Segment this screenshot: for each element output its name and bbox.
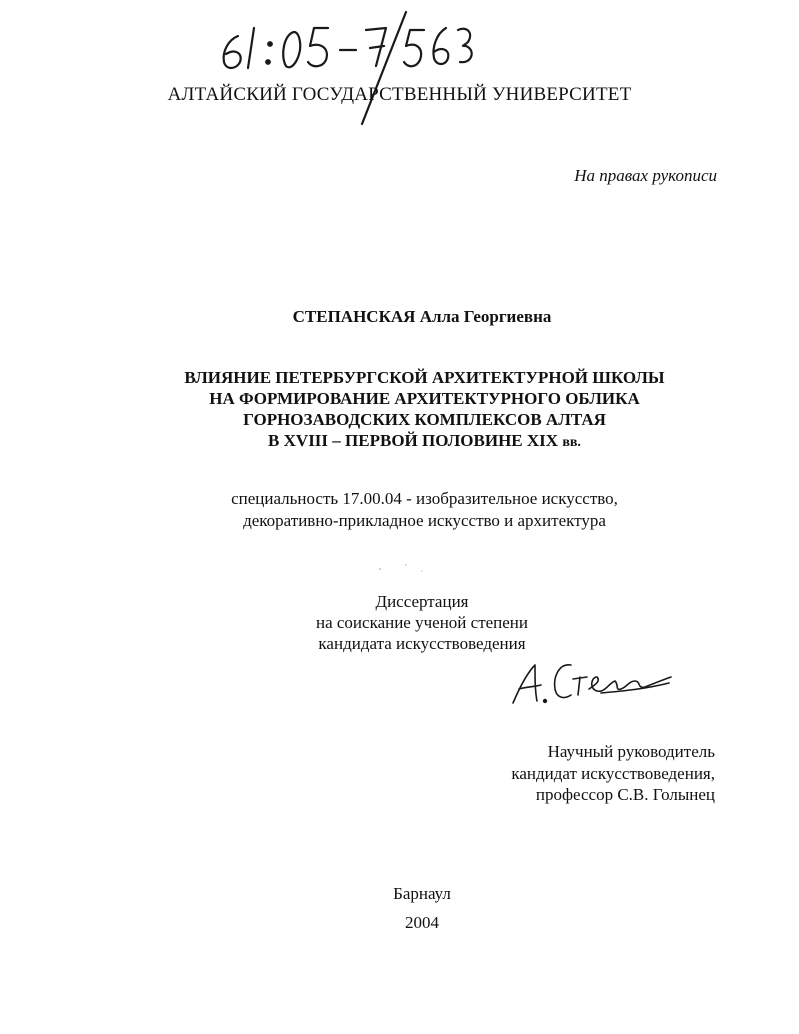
- title-line: [0, 430, 799, 453]
- scientific-supervisor-block: [511, 741, 715, 806]
- degree-line: на соискание ученой степени: [315, 613, 529, 632]
- university-name: АЛТАЙСКИЙ ГОСУДАРСТВЕННЫЙ УНИВЕРСИТЕТ: [167, 84, 632, 105]
- specialty-line: специальность 17.00.04 - изобразительное искусство,: [231, 489, 618, 508]
- supervisor-line: кандидат искусствоведения,: [511, 763, 715, 783]
- specialty-block: [0, 488, 799, 532]
- title-line: ГОРНОЗАВОДСКИХ КОМПЛЕКСОВ АЛТАЯ: [243, 410, 606, 429]
- city: Барнаул: [393, 884, 451, 903]
- author-signature: [505, 655, 675, 710]
- year: 2004: [405, 913, 439, 932]
- title-line: НА ФОРМИРОВАНИЕ АРХИТЕКТУРНОГО ОБЛИКА: [209, 389, 640, 408]
- title-line-text: В XVIII – ПЕРВОЙ ПОЛОВИНЕ XIX: [268, 431, 559, 450]
- degree-line: Диссертация: [375, 592, 469, 611]
- handwritten-archive-code: [210, 6, 480, 136]
- author-given-names: Алла Георгиевна: [419, 307, 552, 326]
- scan-speckles: [372, 557, 432, 577]
- title-line: ВЛИЯНИЕ ПЕТЕРБУРГСКОЙ АРХИТЕКТУРНОЙ ШКОЛЫ: [184, 368, 665, 387]
- degree-line: кандидата искусствоведения: [318, 634, 526, 653]
- supervisor-line: Научный руководитель: [547, 742, 715, 761]
- dissertation-title: [0, 367, 799, 453]
- author-name: [0, 307, 799, 327]
- manuscript-rights-note: На правах рукописи: [574, 166, 717, 185]
- supervisor-line: профессор С.В. Голынец: [535, 785, 715, 804]
- title-suffix: вв.: [562, 435, 581, 450]
- dissertation-degree-block: [0, 591, 799, 654]
- author-surname: СТЕПАНСКАЯ: [292, 307, 416, 326]
- specialty-line: декоративно-прикладное искусство и архитектура: [243, 511, 606, 530]
